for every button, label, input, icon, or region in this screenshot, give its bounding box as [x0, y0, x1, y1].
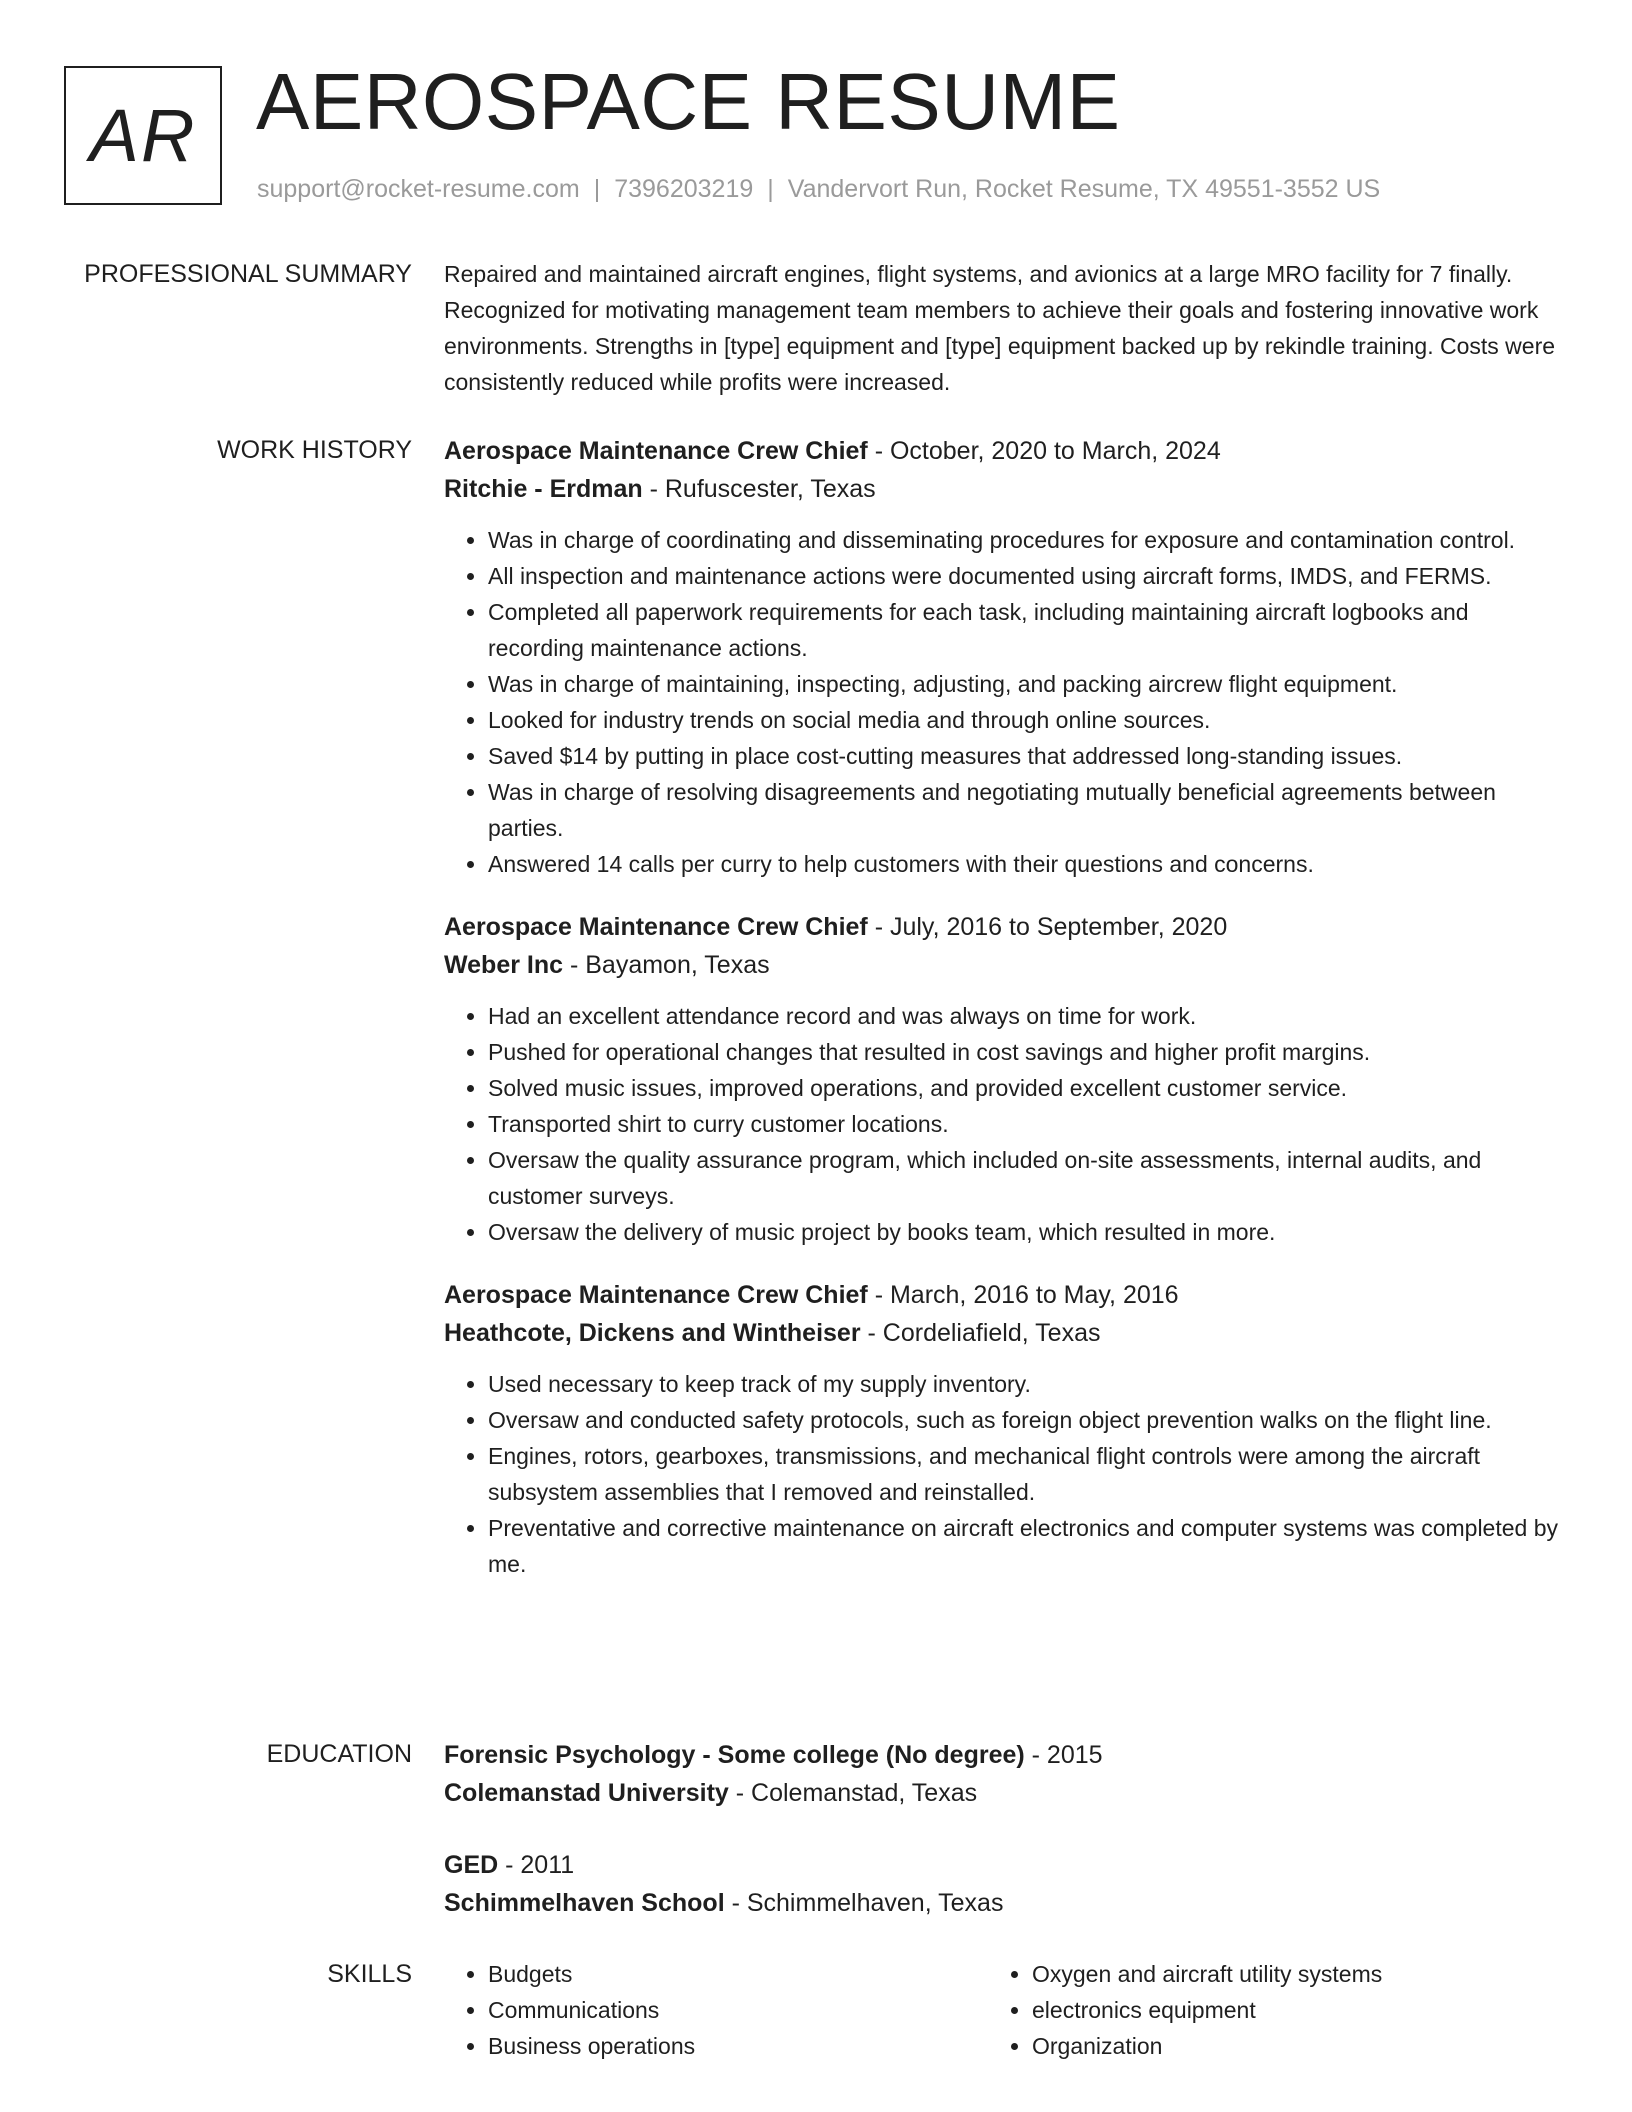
skills-list-left — [444, 1956, 988, 2064]
job-title: Aerospace Maintenance Crew Chief — [444, 1281, 868, 1309]
skill-item: • Communications — [488, 1992, 988, 2028]
skills-body — [444, 1956, 1564, 2064]
education-school-line — [444, 1884, 1564, 1922]
monogram-box — [64, 66, 222, 205]
skill-item: • Budgets — [488, 1956, 988, 1992]
job-entry — [444, 1276, 1564, 1582]
job-bullet: • Was in charge of coordinating and disseminating procedures for exposure and contamination control. — [488, 522, 1564, 558]
job-title-line — [444, 432, 1564, 470]
job-bullet: • All inspection and maintenance actions were documented using aircraft forms, IMDS, and FERMS. — [488, 558, 1564, 594]
summary-body — [444, 256, 1564, 400]
education-degree: GED — [444, 1851, 499, 1879]
contact-email: support@rocket-resume.com — [257, 175, 580, 203]
job-bullet: • Oversaw the quality assurance program, which included on-site assessments, internal audits, and customer surveys. — [488, 1142, 1564, 1214]
job-bullet: • Used necessary to keep track of my supply inventory. — [488, 1366, 1564, 1402]
skill-item: • Business operations — [488, 2028, 988, 2064]
job-title-line — [444, 1276, 1564, 1314]
education-school: Colemanstad University — [444, 1779, 729, 1807]
job-company-line — [444, 1314, 1564, 1352]
job-company: Ritchie - Erdman — [444, 475, 643, 503]
job-bullet: • Transported shirt to curry customer locations. — [488, 1106, 1564, 1142]
skill-item: • Oxygen and aircraft utility systems — [1032, 1956, 1552, 1992]
job-company: Weber Inc — [444, 951, 564, 979]
job-dates: - October, 2020 to March, 2024 — [867, 437, 1221, 465]
job-company-line — [444, 946, 1564, 984]
education-school-line — [444, 1774, 1564, 1812]
job-bullet: • Oversaw and conducted safety protocols, such as foreign object prevention walks on the flight line. — [488, 1402, 1564, 1438]
contact-separator: | — [593, 175, 601, 203]
job-company-line — [444, 470, 1564, 508]
job-title: Aerospace Maintenance Crew Chief — [444, 913, 868, 941]
education-degree: Forensic Psychology - Some college (No degree) — [444, 1741, 1025, 1769]
job-bullets — [444, 998, 1564, 1250]
job-bullet: • Was in charge of resolving disagreements and negotiating mutually beneficial agreements between parties. — [488, 774, 1564, 846]
education-year: - 2015 — [1024, 1741, 1103, 1769]
job-bullet: • Completed all paperwork requirements for each task, including maintaining aircraft logbooks and recording maintenance actions. — [488, 594, 1564, 666]
job-bullets — [444, 522, 1564, 882]
job-bullet: • Oversaw the delivery of music project by books team, which resulted in more. — [488, 1214, 1564, 1250]
job-bullet: • Engines, rotors, gearboxes, transmissions, and mechanical flight controls were among the aircraft subsystem assemblies that I removed and reinstalled. — [488, 1438, 1564, 1510]
job-bullet: • Was in charge of maintaining, inspecting, adjusting, and packing aircrew flight equipment. — [488, 666, 1564, 702]
skills-columns — [444, 1956, 1564, 2064]
summary-text: Repaired and maintained aircraft engines, flight systems, and avionics at a large MRO facility for 7 finally. Recognized for motivating management team members to achieve their goals and fostering innovative work environments. Strengths in [type] equipment and [type] equipment backed up by rekindle training. Costs were consistently reduced while profits were increased. — [444, 261, 1556, 395]
education-body — [444, 1736, 1564, 1956]
job-bullet: • Preventative and corrective maintenance on aircraft electronics and computer systems was completed by me. — [488, 1510, 1564, 1582]
education-location: - Colemanstad, Texas — [728, 1779, 978, 1807]
job-entry — [444, 432, 1564, 882]
job-location: - Cordeliafield, Texas — [860, 1319, 1101, 1347]
education-degree-line — [444, 1846, 1564, 1884]
education-year: - 2011 — [498, 1851, 575, 1879]
job-entry — [444, 908, 1564, 1250]
job-location: - Bayamon, Texas — [563, 951, 770, 979]
job-dates: - March, 2016 to May, 2016 — [867, 1281, 1179, 1309]
contact-line — [257, 174, 1380, 204]
job-bullet: • Solved music issues, improved operations, and provided excellent customer service. — [488, 1070, 1564, 1106]
education-entry — [444, 1846, 1564, 1922]
job-bullet: • Pushed for operational changes that resulted in cost savings and higher profit margins. — [488, 1034, 1564, 1070]
education-entry — [444, 1736, 1564, 1812]
education-school: Schimmelhaven School — [444, 1889, 725, 1917]
job-title: Aerospace Maintenance Crew Chief — [444, 437, 868, 465]
job-dates: - July, 2016 to September, 2020 — [867, 913, 1228, 941]
skill-item: • electronics equipment — [1032, 1992, 1552, 2028]
section-label-education: EDUCATION — [266, 1740, 412, 1768]
job-bullet: • Answered 14 calls per curry to help customers with their questions and concerns. — [488, 846, 1564, 882]
job-bullet: • Looked for industry trends on social media and through online sources. — [488, 702, 1564, 738]
contact-address: Vandervort Run, Rocket Resume, TX 49551-3552 US — [787, 175, 1381, 203]
contact-phone: 7396203219 — [614, 175, 754, 203]
job-bullets — [444, 1366, 1564, 1582]
job-bullet: • Saved $14 by putting in place cost-cutting measures that addressed long-standing issues. — [488, 738, 1564, 774]
section-label-summary: PROFESSIONAL SUMMARY — [84, 260, 412, 288]
education-degree-line — [444, 1736, 1564, 1774]
skills-list-right — [988, 1956, 1552, 2064]
education-location: - Schimmelhaven, Texas — [724, 1889, 1004, 1917]
section-label-work-history: WORK HISTORY — [217, 436, 412, 464]
job-company: Heathcote, Dickens and Wintheiser — [444, 1319, 861, 1347]
job-title-line — [444, 908, 1564, 946]
job-location: - Rufuscester, Texas — [642, 475, 876, 503]
skill-item: • Organization — [1032, 2028, 1552, 2064]
resume-name: AEROSPACE RESUME — [256, 57, 1121, 146]
work-history-body — [444, 432, 1564, 1608]
contact-separator: | — [767, 175, 774, 203]
section-label-skills: SKILLS — [327, 1960, 412, 1988]
monogram-initials: AR — [89, 93, 197, 177]
job-bullet: • Had an excellent attendance record and was always on time for work. — [488, 998, 1564, 1034]
